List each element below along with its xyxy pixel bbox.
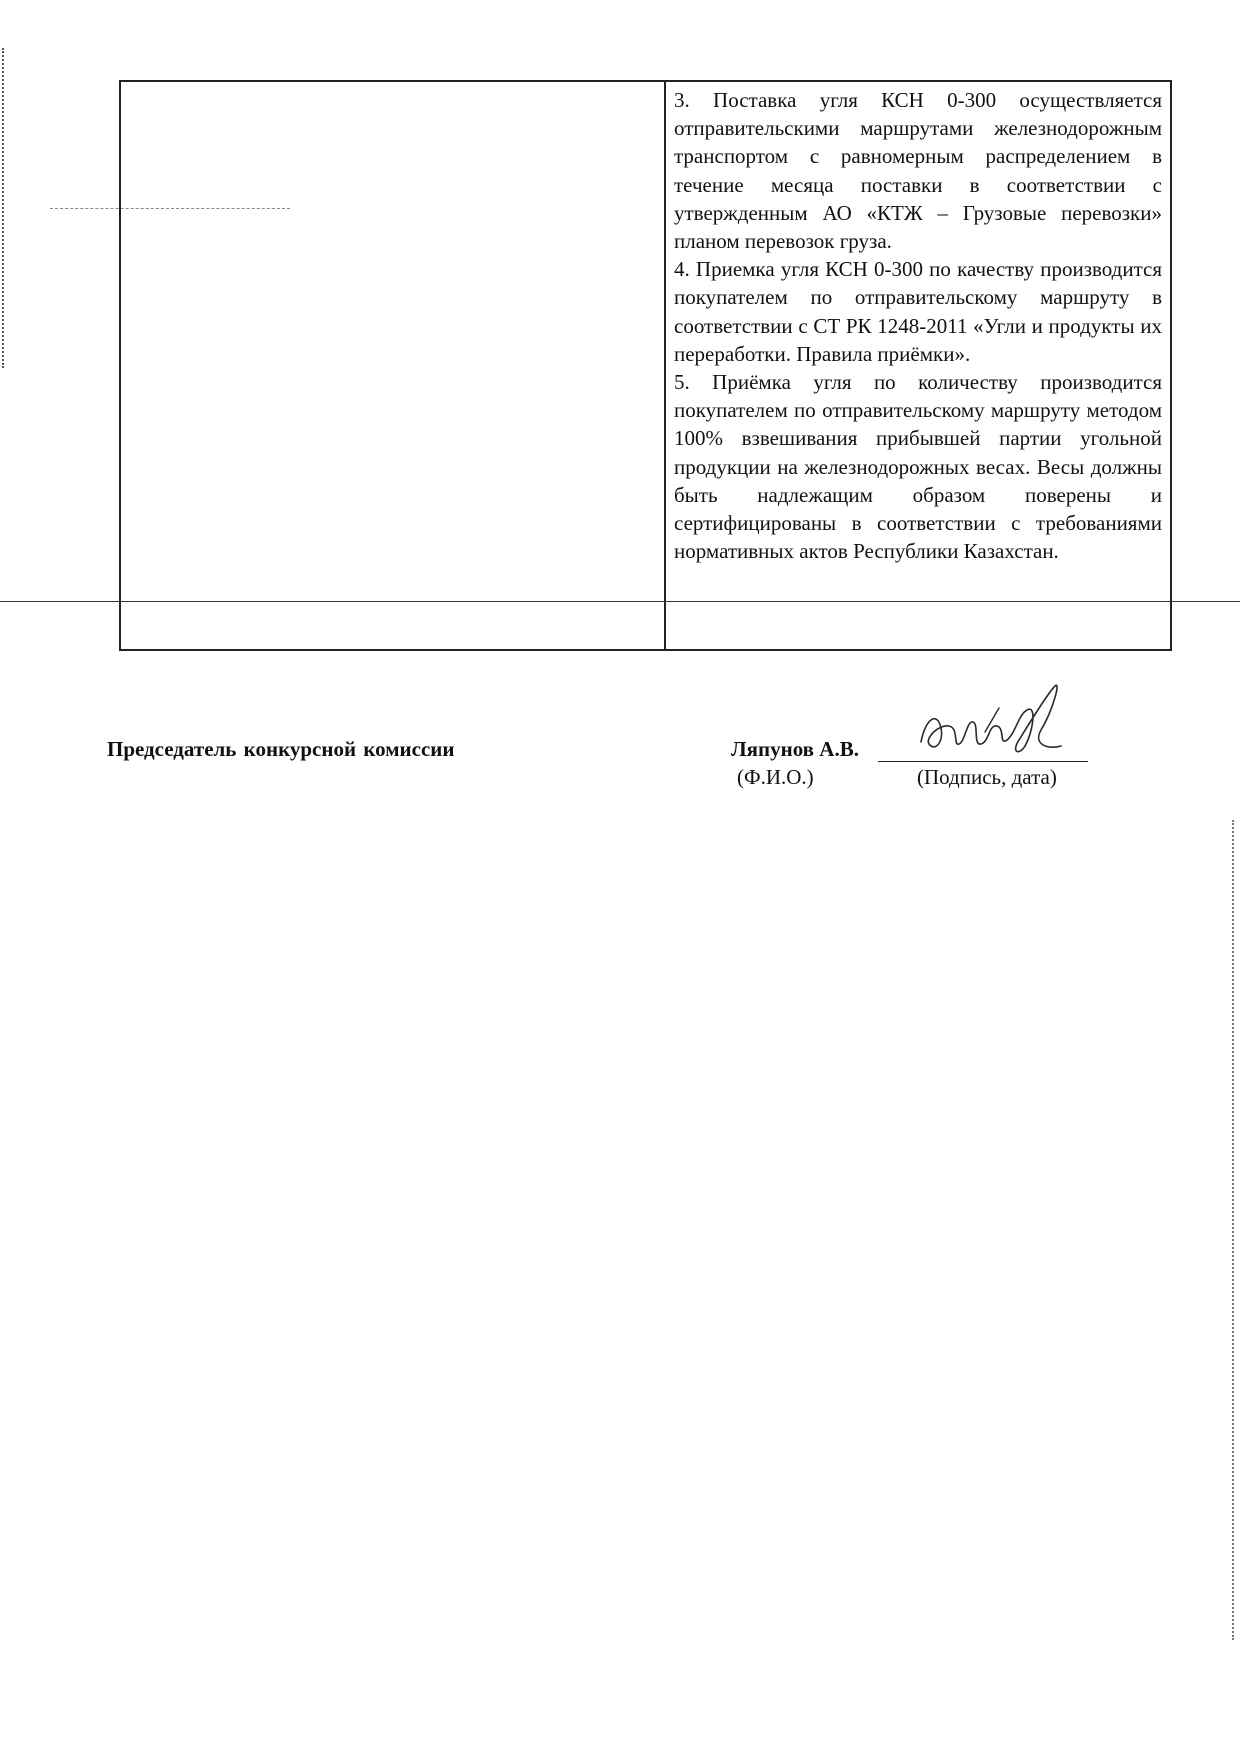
name-caption: (Ф.И.О.) [737,765,814,789]
signature-caption: (Подпись, дата) [917,765,1057,789]
table-column-divider [664,82,666,649]
table-right-cell [674,86,1162,565]
chair-name: Ляпунов А.В. [731,737,859,761]
specification-table [119,80,1172,651]
paragraph-delivery-terms: 3. Поставка угля КСН 0-300 осуществляется отправительскими маршрутами железнодорожным транспортом с равномерным распределением в течение месяца поставки в соответствии с утвержденным АО «КТЖ – Грузовые перевозки» планом перевозок груза. [674,88,1162,254]
scan-edge-marks [2,48,10,368]
commission-chair-title: Председатель конкурсной комиссии [107,737,455,761]
paragraph-quality-acceptance: 4. Приемка угля КСН 0-300 по качеству производится покупателем по отправительскому маршруту в соответствии с СТ РК 1248-2011 «Угли и продукты их переработки. Правила приёмки». [674,257,1162,366]
scan-artifact-horizontal-line [0,601,1240,602]
paragraph-quantity-acceptance: 5. Приёмка угля по количеству производится покупателем по отправительскому маршруту методом 100% взвешивания прибывшей партии угольной продукции на железнодорожных весах. Весы должны быть надлежащим образом поверены и сертифицированы в соответствии с требованиями нормативных актов Республики Казахстан. [674,370,1162,564]
handwritten-signature [915,680,1065,775]
scan-edge-marks-right [1229,820,1234,1640]
